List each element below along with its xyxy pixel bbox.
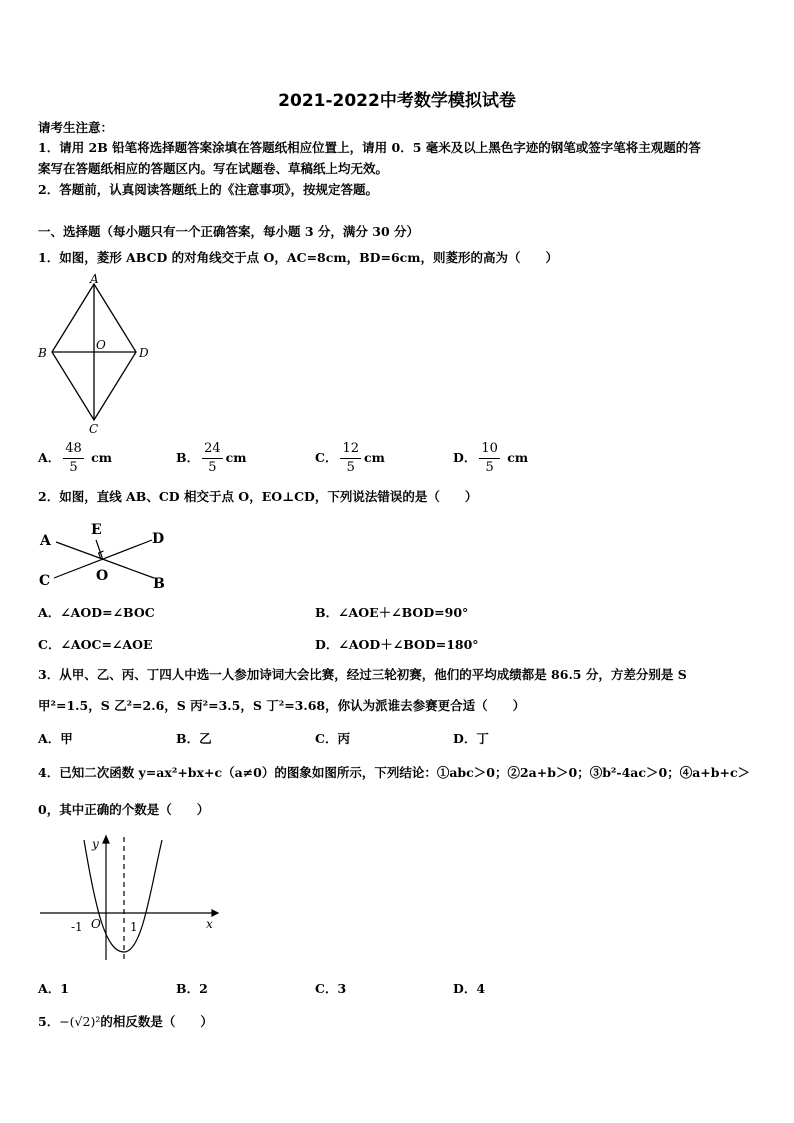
q4-option-b[interactable]: B．2: [176, 981, 208, 996]
notice-line-2: 2．答题前，认真阅读答题纸上的《注意事项》，按规定答题。: [38, 182, 378, 197]
q4-option-d[interactable]: D．4: [453, 981, 486, 996]
y-axis-arrow: [103, 836, 109, 843]
q3-option-b[interactable]: B．乙: [176, 731, 212, 746]
q2-option-d[interactable]: D．∠AOD＋∠BOD=180°: [315, 637, 479, 652]
q2-option-a[interactable]: A．∠AOD=∠BOC: [38, 605, 155, 620]
q3-option-d[interactable]: D．丁: [453, 731, 489, 746]
label-one: 1: [130, 920, 138, 934]
q1-option-c[interactable]: C． $\frac{12}{5}$ cm: [315, 441, 385, 475]
q4-line-2: 0，其中正确的个数是（ ）: [38, 802, 210, 817]
q5-stem: 5．−(√2)²的相反数是（ ）: [38, 1014, 213, 1029]
label-b: B: [153, 576, 165, 590]
label-a: A: [40, 533, 51, 549]
q4-parabola-figure: [36, 832, 226, 964]
notice-line-1: 1．请用 2B 铅笔将选择题答案涂填在答题纸相应位置上，请用 0．5 毫米及以上黑色字迹的钢笔或签字笔将主观题的答: [38, 140, 701, 155]
label-c: C: [89, 422, 99, 436]
notice-heading: 请考生注意：: [38, 120, 114, 135]
label-d: D: [152, 531, 165, 547]
q3-line-2: 甲²=1.5，S 乙²=2.6，S 丙²=3.5，S 丁²=3.68，你认为派谁去参赛更合适（ ）: [38, 698, 526, 713]
q4-option-a[interactable]: A．1: [38, 981, 69, 996]
parabola-curve: [84, 840, 162, 952]
q1-option-a[interactable]: A． $\frac{48}{5}$ cm: [38, 441, 112, 475]
q2-option-c[interactable]: C．∠AOC=∠AOE: [38, 637, 153, 652]
label-y: y: [92, 837, 99, 851]
q2-stem: 2．如图，直线 AB、CD 相交于点 O，EO⊥CD，下列说法错误的是（ ）: [38, 489, 478, 504]
label-origin: O: [91, 917, 101, 931]
q5-expression: −(√2)²: [59, 1014, 101, 1029]
label-a: A: [90, 272, 99, 286]
label-e: E: [91, 522, 102, 538]
q1-option-d[interactable]: D． $\frac{10}{5}$ cm: [453, 441, 529, 475]
q1-rhombus-figure: [30, 272, 160, 438]
q1-stem: 1．如图，菱形 ABCD 的对角线交于点 O，AC=8cm，BD=6cm，则菱形的高为（ ）: [38, 250, 558, 265]
label-o: O: [96, 338, 106, 352]
label-c: C: [39, 573, 51, 589]
x-axis-arrow: [212, 910, 218, 916]
label-x: x: [206, 917, 213, 931]
q3-line-1: 3．从甲、乙、丙、丁四人中选一人参加诗词大会比赛，经过三轮初赛，他们的平均成绩都是 86.5 分，方差分别是 S: [38, 667, 687, 682]
q4-option-c[interactable]: C．3: [315, 981, 347, 996]
label-d: D: [139, 346, 149, 360]
q3-option-c[interactable]: C．丙: [315, 731, 350, 746]
page-title: 2021-2022中考数学模拟试卷: [278, 91, 516, 111]
q3-option-a[interactable]: A．甲: [38, 731, 73, 746]
label-neg1: -1: [71, 920, 83, 934]
label-b: B: [38, 346, 47, 360]
q2-option-b[interactable]: B．∠AOE＋∠BOD=90°: [315, 605, 469, 620]
section-heading: 一、选择题（每小题只有一个正确答案，每小题 3 分，满分 30 分）: [38, 224, 420, 239]
q2-intersecting-lines-figure: [36, 518, 176, 590]
label-o: O: [96, 568, 109, 584]
q4-line-1: 4．已知二次函数 y=ax²+bx+c（a≠0）的图象如图所示，下列结论：①abc＞0；②2a+b＞0；③b²-4ac＞0；④a+b+c＞: [38, 765, 751, 780]
notice-line-1-cont: 案写在答题纸相应的答题区内。写在试题卷、草稿纸上均无效。: [38, 161, 389, 176]
q1-option-b[interactable]: B． $\frac{24}{5}$ cm: [176, 441, 247, 475]
